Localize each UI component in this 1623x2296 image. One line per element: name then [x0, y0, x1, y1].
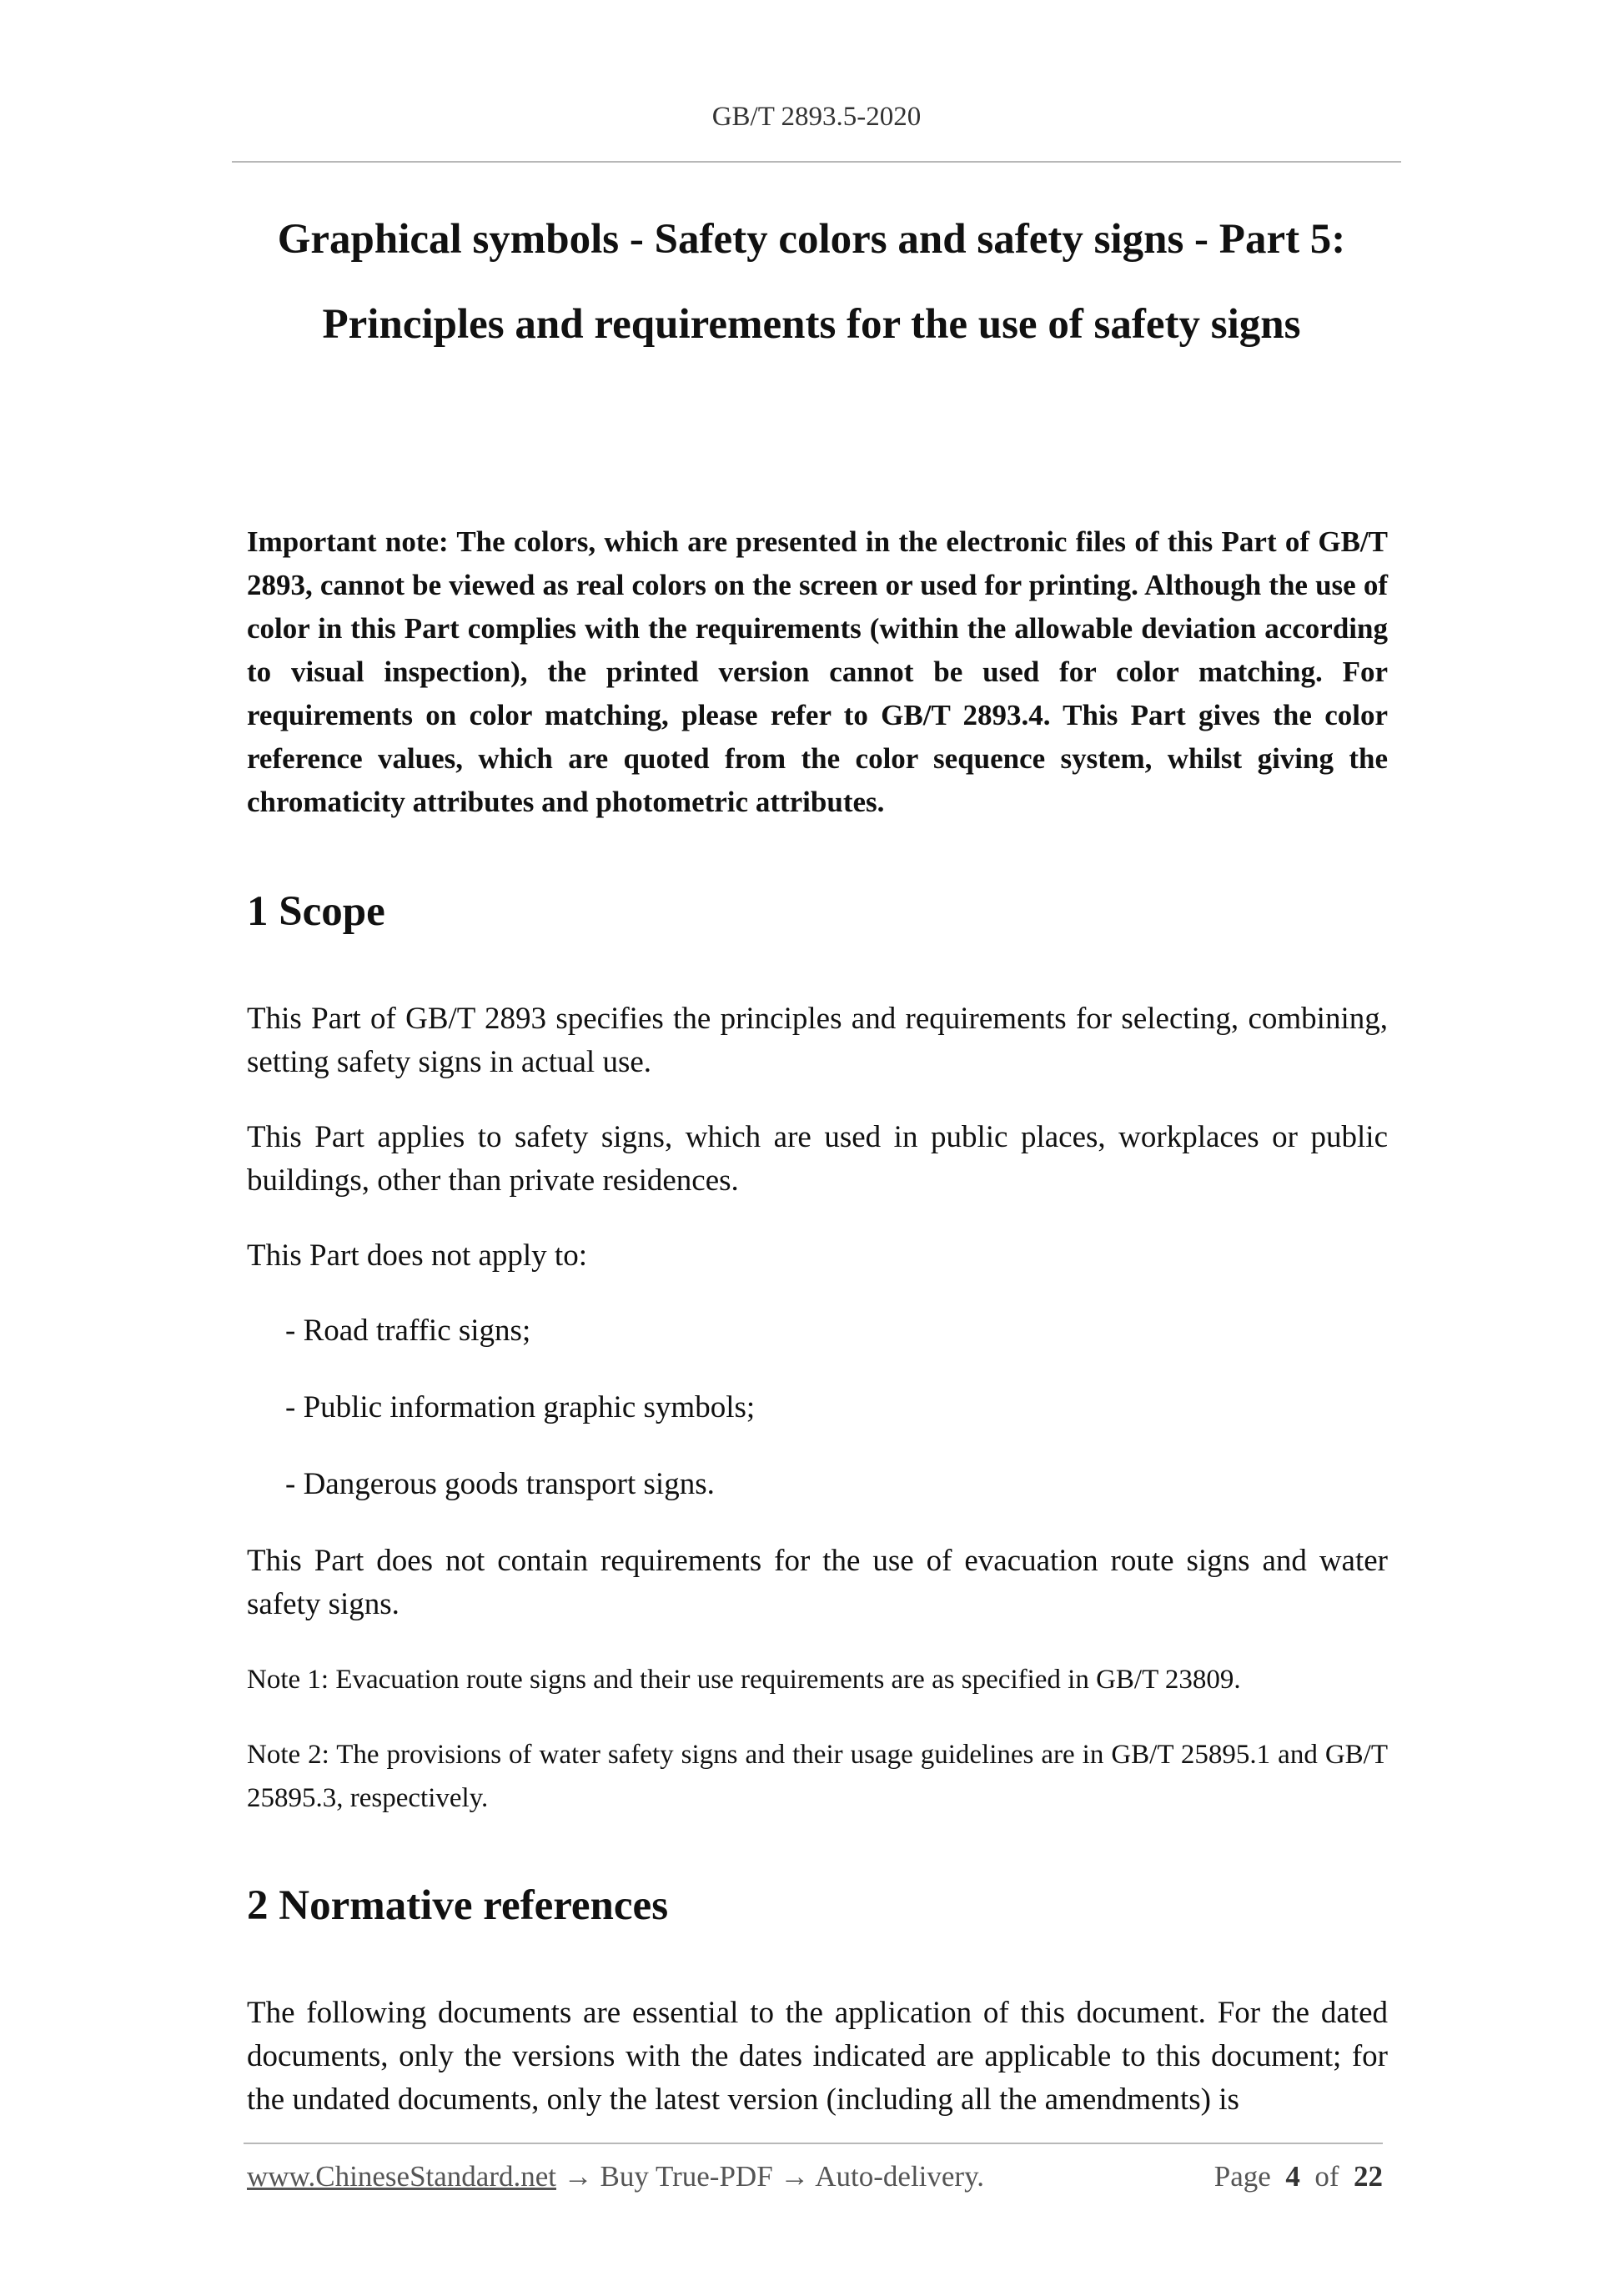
- normative-paragraph-1: The following documents are essential to the application of this document. For the dated documents, only the versions with the dates indicated are applicable to this document; for the undated documents, only the latest version (including all the amendments) is: [247, 1996, 1388, 2117]
- title-line-1: Graphical symbols - Safety colors and safety signs - Part 5:: [277, 216, 1346, 263]
- title-line-2: Principles and requirements for the use of safety signs: [322, 301, 1301, 348]
- website-link[interactable]: www.ChineseStandard.net: [247, 2160, 556, 2193]
- important-note: Important note: The colors, which are presented in the electronic files of this Part of GB/T 2893, cannot be viewed as real colors on the screen or used for printing. Although the use of color in this Part complies with the requirements (within the allowable deviation according to visual inspection), the printed version cannot be used for color matching. For requirements on color matching, please refer to GB/T 2893.4. This Part gives the color reference values, which are quoted from the color sequence system, whilst giving the chromaticity attributes and photometric attributes.: [247, 525, 1388, 818]
- footer-promo: [247, 2160, 984, 2193]
- scope-note-2: Note 2: The provisions of water safety signs and their usage guidelines are in GB/T 25895.1 and GB/T 25895.3, respectively.: [247, 1740, 1388, 1813]
- current-page-number: 4: [1285, 2160, 1300, 2193]
- auto-delivery-text: Auto-delivery.: [815, 2160, 985, 2193]
- buy-pdf-text: Buy True-PDF: [600, 2160, 773, 2193]
- footer-divider: [244, 2143, 1383, 2144]
- scope-paragraph-1: This Part of GB/T 2893 specifies the principles and requirements for selecting, combining, setting safety signs in actual use.: [247, 1002, 1388, 1079]
- scope-paragraph-4: This Part does not contain requirements for the use of evacuation route signs and water safety signs.: [247, 1544, 1388, 1621]
- total-pages-number: 22: [1354, 2160, 1383, 2193]
- arrow-right-icon: →: [563, 2160, 593, 2193]
- document-code-header: GB/T 2893.5-2020: [711, 102, 922, 132]
- scope-paragraph-3: This Part does not apply to:: [247, 1238, 587, 1273]
- scope-note-1: Note 1: Evacuation route signs and their use requirements are as specified in GB/T 23809.: [247, 1665, 1241, 1695]
- page-body: [247, 520, 1388, 2153]
- of-label: of: [1314, 2160, 1339, 2193]
- normative-references-heading: 2 Normative references: [247, 1882, 669, 1929]
- page-number: [1214, 2160, 1383, 2193]
- scope-paragraph-2: This Part applies to safety signs, which are used in public places, workplaces or public buildings, other than private residences.: [247, 1120, 1388, 1198]
- arrow-right-icon: →: [780, 2160, 810, 2193]
- scope-list-item-road-traffic: - Road traffic signs;: [285, 1314, 531, 1348]
- scope-list-item-dangerous-goods: - Dangerous goods transport signs.: [285, 1467, 715, 1501]
- header-divider: [232, 161, 1401, 163]
- scope-heading: 1 Scope: [247, 888, 385, 935]
- scope-list-item-public-info: - Public information graphic symbols;: [285, 1390, 756, 1424]
- page-label: Page: [1213, 2160, 1271, 2193]
